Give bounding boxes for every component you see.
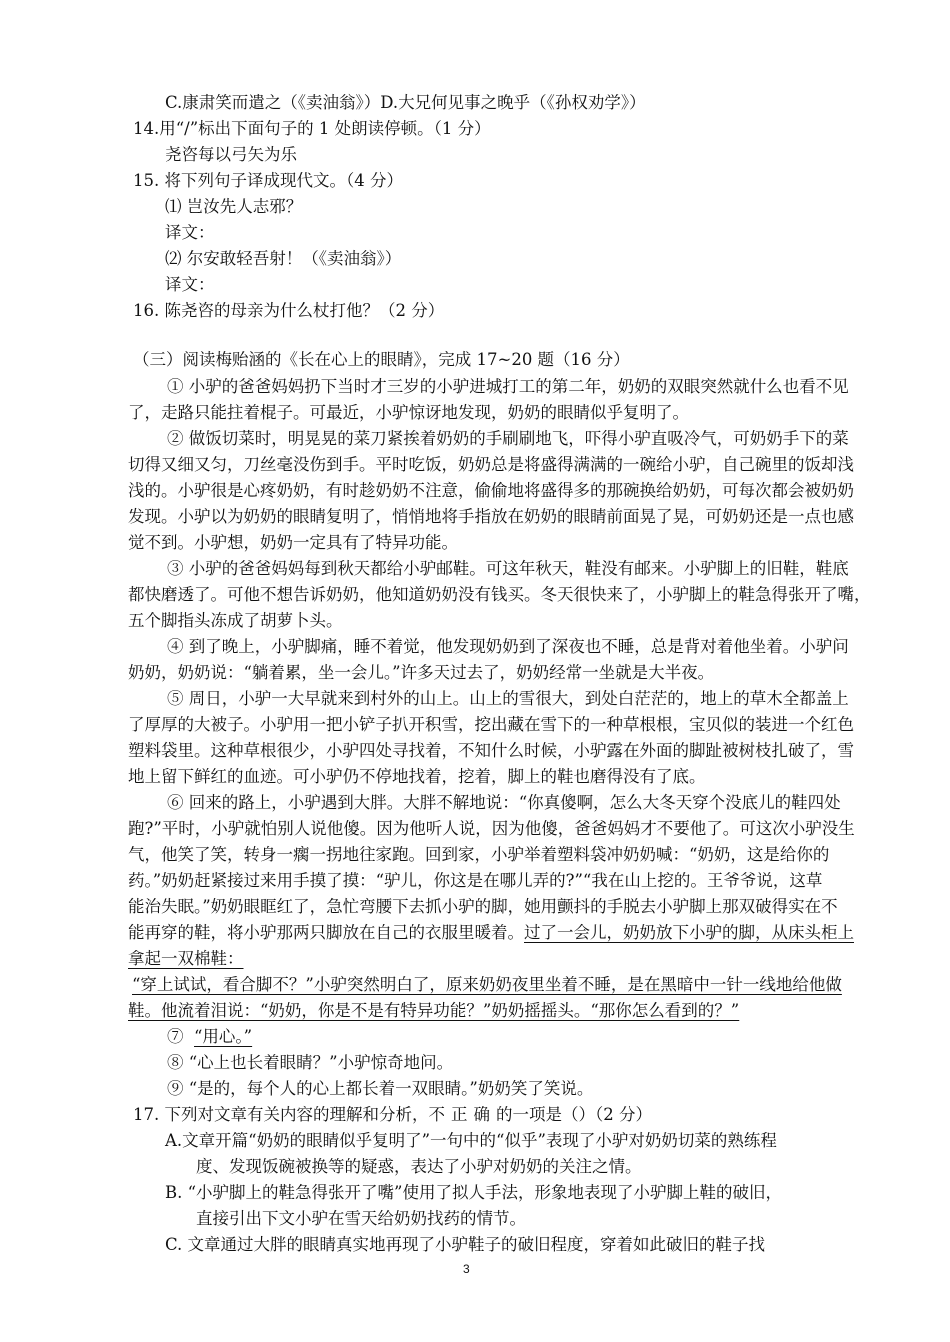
q15-item-1: ⑴ 岂汝先人志邪？ (165, 197, 303, 216)
passage-p6-line6-plain: 能再穿的鞋，将小驴那两只脚放在自己的衣服里暖着。 (128, 923, 524, 942)
passage-p4-line1: ④ 到了晚上，小驴脚痛，睡不着觉，他发现奶奶到了深夜也不睡，总是背对着他坐着。小驴问 (167, 637, 849, 656)
passage-p6-line7-underlined: 拿起一双棉鞋： (128, 949, 244, 968)
q17-option-c-line1: C. 文章通过大胖的眼睛真实地再现了小驴鞋子的破旧程度，穿着如此破旧的鞋子找 (165, 1235, 766, 1254)
q17-option-a-line1: A.文章开篇“奶奶的眼睛似乎复明了”一句中的“似乎”表现了小驴对奶奶切菜的熟练程 (165, 1131, 777, 1150)
passage-p1-line1: ① 小驴的爸爸妈妈扔下当时才三岁的小驴进城打工的第二年，奶奶的双眼突然就什么也看不见 (167, 377, 849, 396)
q17-option-b-line2: 直接引出下文小驴在雪天给奶奶找药的情节。 (196, 1209, 526, 1228)
passage-p6-line9-underlined: 鞋。他流着泪说：“奶奶，你是不是有特异功能？”奶奶摇摇头。“那你怎么看到的？” (128, 1001, 740, 1020)
passage-p6-line1: ⑥ 回来的路上，小驴遇到大胖。大胖不解地说：“你真傻啊，怎么大冬天穿个没底儿的鞋四处 (167, 793, 841, 812)
q14-sentence: 尧咨每以弓矢为乐 (165, 145, 297, 164)
q17-stem-emphasis: 不正确 (428, 1105, 496, 1124)
passage-p6-line8-underlined: “穿上试试，看合脚不？”小驴突然明白了，原来奶奶夜里坐着不睡，是在黑暗中一针一线地给他做 (132, 975, 842, 994)
passage-p2-line5: 觉不到。小驴想，奶奶一定具有了特异功能。 (128, 533, 458, 552)
passage-p6-line6 (128, 922, 854, 944)
passage-underlined-sentence-start: 过了一会儿，奶奶放下小驴的脚，从床头柜上 (524, 923, 854, 942)
passage-p6-line4: 药。”奶奶赶紧接过来用手摸了摸：“驴儿，你这是在哪儿弄的?”“我在山上挖的。王爷爷说，这草 (128, 871, 823, 890)
q15-item-1-translation: 译文： (165, 223, 215, 242)
passage-p5-line2: 了厚厚的大被子。小驴用一把小铲子扒开积雪，挖出藏在雪下的一种草根根，宝贝似的装进一个红色 (128, 715, 854, 734)
passage-p5-line3: 塑料袋里。这种草根很少，小驴四处寻找着，不知什么时候，小驴露在外面的脚趾被树枝扎破了，雪 (128, 741, 854, 760)
q16-prompt: 16. 陈尧咨的母亲为什么杖打他？（2 分） (133, 301, 445, 320)
q13-options-cd: C.康肃笑而遣之（《卖油翁》）D.大兄何见事之晚乎（《孙权劝学》） (165, 93, 646, 112)
q17-option-a-line2: 度、发现饭碗被换等的疑惑，表达了小驴对奶奶的关注之情。 (196, 1157, 642, 1176)
passage-p6-line3: 气，他笑了笑，转身一瘸一拐地往家跑。回到家，小驴举着塑料袋冲奶奶喊：“奶奶，这是给你的 (128, 845, 830, 864)
q15-prompt: 15. 将下列句子译成现代文。（4 分） (133, 171, 403, 190)
passage-p7-number: ⑦ (167, 1027, 184, 1046)
passage-p3-line1: ③ 小驴的爸爸妈妈每到秋天都给小驴邮鞋。可这年秋天，鞋没有邮来。小驴脚上的旧鞋，鞋底 (167, 559, 849, 578)
passage-p5-line4: 地上留下鲜红的血迹。可小驴仍不停地找着，挖着，脚上的鞋也磨得没有了底。 (128, 767, 706, 786)
passage-p2-line4: 发现。小驴以为奶奶的眼睛复明了，悄悄地将手指放在奶奶的眼睛前面晃了晃，可奶奶还是一点也感 (128, 507, 854, 526)
q14-prompt: 14.用“/”标出下面句子的 1 处朗读停顿。（1 分） (133, 119, 491, 138)
passage-p9: ⑨ “是的，每个人的心上都长着一双眼睛。”奶奶笑了笑说。 (167, 1079, 594, 1098)
q17-stem-part1: 17. 下列对文章有关内容的理解和分析， (133, 1105, 429, 1124)
passage-p6-line5: 能治失眠。”奶奶眼眶红了，急忙弯腰下去抓小驴的脚，她用颤抖的手脱去小驴脚上那双破得实在不 (128, 897, 838, 916)
passage-p2-line2: 切得又细又匀，刀丝毫没伤到手。平时吃饭，奶奶总是将盛得满满的一碗给小驴，自己碗里的饭却浅 (128, 455, 854, 474)
passage-p2-line3: 浅的。小驴很是心疼奶奶，有时趁奶奶不注意，偷偷地将盛得多的那碗换给奶奶，可每次都会被奶奶 (128, 481, 854, 500)
page-number: 3 (463, 1262, 470, 1276)
passage-p5-line1: ⑤ 周日，小驴一大早就来到村外的山上。山上的雪很大，到处白茫茫的，地上的草木全都盖上 (167, 689, 849, 708)
q17-option-b-line1: B. “小驴脚上的鞋急得张开了嘴”使用了拟人手法，形象地表现了小驴脚上鞋的破旧， (165, 1183, 782, 1202)
passage-p7-text-underlined: “用心。” (194, 1027, 253, 1046)
passage-p6-line2: 跑?”平时，小驴就怕别人说他傻。因为他听人说，因为他傻，爸爸妈妈才不要他了。可这次小驴没生 (128, 819, 855, 838)
section3-heading: （三）阅读梅贻涵的《长在心上的眼睛》，完成 17~20 题（16 分） (133, 350, 630, 369)
passage-p1-line2: 了，走路只能拄着棍子。可最近，小驴惊讶地发现，奶奶的眼睛似乎复明了。 (128, 403, 689, 422)
passage-p7 (167, 1026, 252, 1048)
q17-stem (133, 1104, 652, 1126)
q15-item-2: ⑵ 尔安敢轻吾射！（《卖油翁》） (165, 249, 402, 268)
q15-item-2-translation: 译文： (165, 275, 215, 294)
passage-p8: ⑧ “心上也长着眼睛？”小驴惊奇地问。 (167, 1053, 454, 1072)
q17-stem-part2: 的一项是（）（2 分） (496, 1105, 652, 1124)
passage-p3-line3: 五个脚指头冻成了胡萝卜头。 (128, 611, 343, 630)
passage-p2-line1: ② 做饭切菜时，明晃晃的菜刀紧挨着奶奶的手刷刷地飞，吓得小驴直吸冷气，可奶奶手下的菜 (167, 429, 849, 448)
passage-p4-line2: 奶奶，奶奶说：“躺着累，坐一会儿。”许多天过去了，奶奶经常一坐就是大半夜。 (128, 663, 715, 682)
passage-p3-line2: 都快磨透了。可他不想告诉奶奶，他知道奶奶没有钱买。冬天很快来了，小驴脚上的鞋急得张开了嘴， (128, 585, 871, 604)
